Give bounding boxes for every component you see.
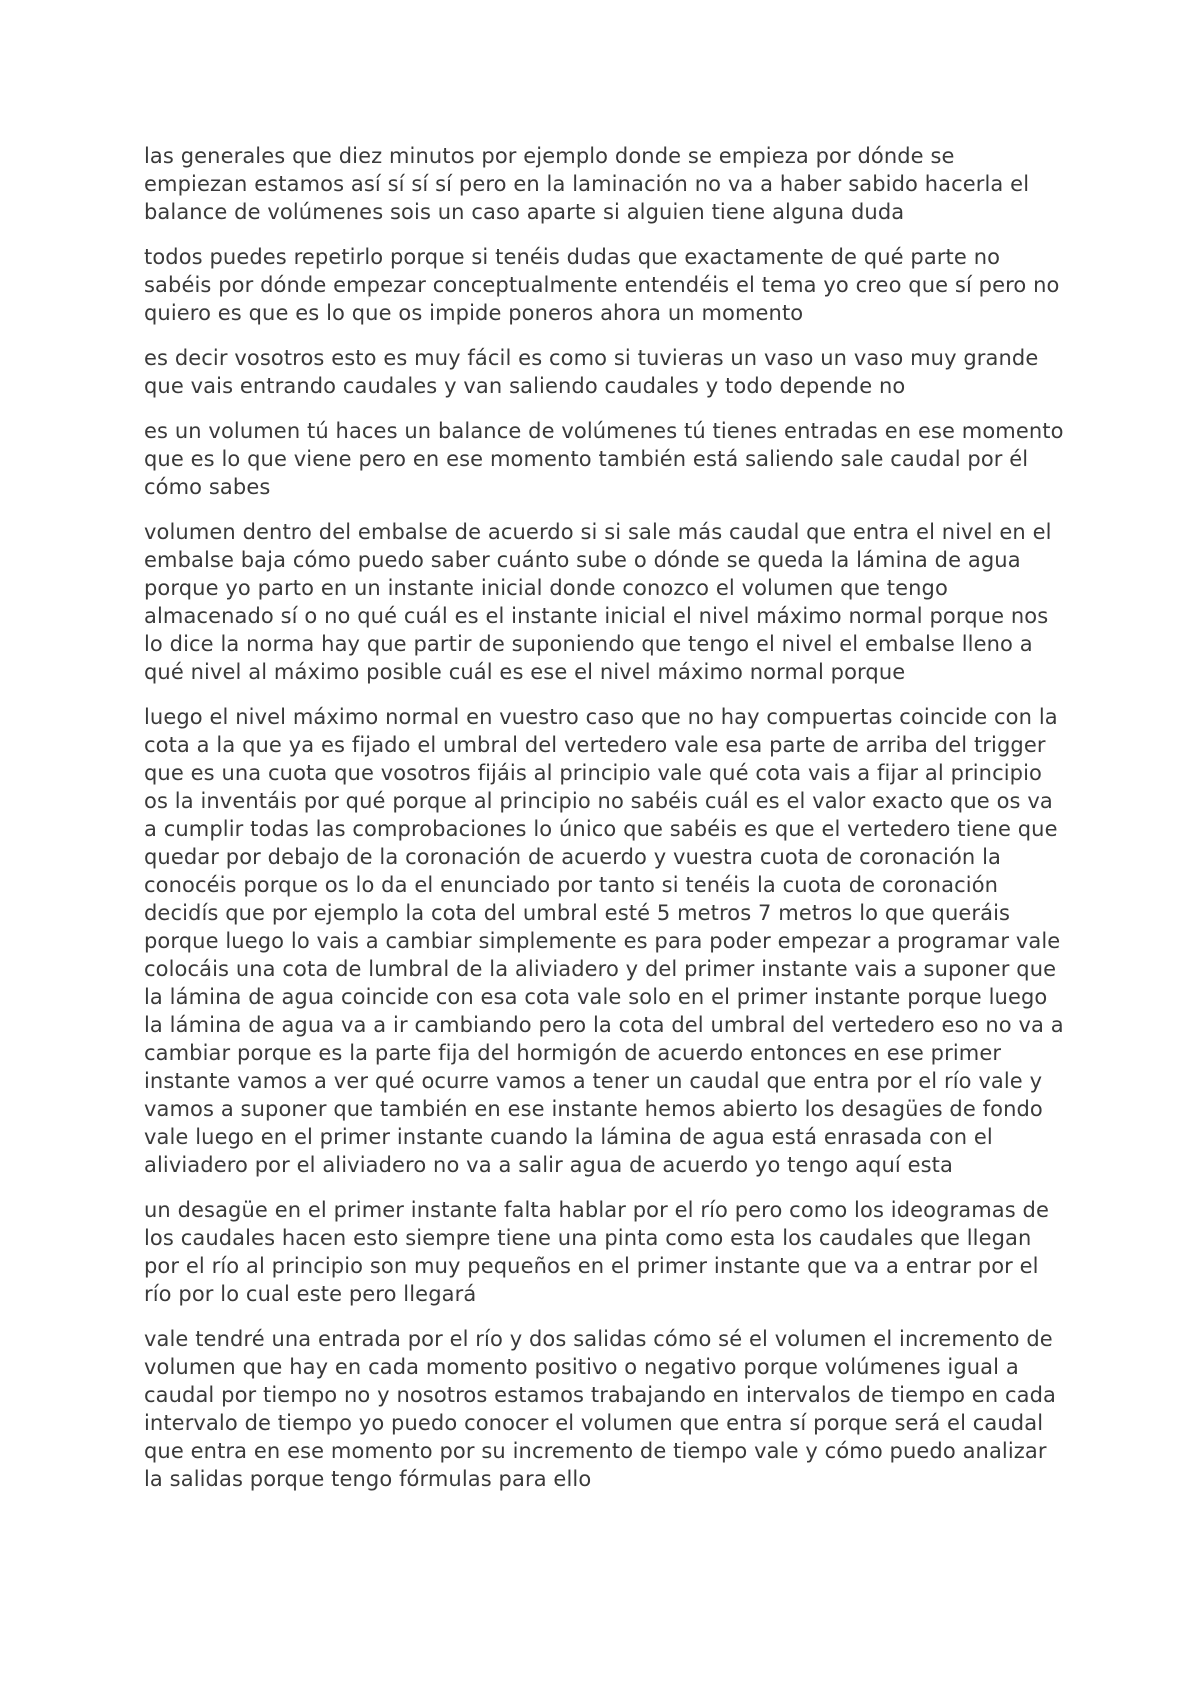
paragraph-2: todos puedes repetirlo porque si tenéis dudas que exactamente de qué parte no sabéis por dónde empezar conceptualmente entendéis el tema yo creo que sí pero no quiero es que es lo que os impide poneros ahora un momento — [144, 245, 1060, 325]
paragraph-7: un desagüe en el primer instante falta hablar por el río pero como los ideogramas de los caudales hacen esto siempre tiene una pinta como esta los caudales que llegan por el río al principio son muy pequeños en el primer instante que va a entrar por el río por lo cual este pero llegará — [144, 1198, 1050, 1306]
paragraph-1: las generales que diez minutos por ejemplo donde se empieza por dónde se empiezan estamos así sí sí sí pero en la laminación no va a haber sabido hacerla el balance de volúmenes sois un caso aparte si alguien tiene alguna duda — [144, 144, 1030, 224]
transcript-body — [144, 142, 1064, 1510]
paragraph-8: vale tendré una entrada por el río y dos salidas cómo sé el volumen el incremento de volumen que hay en cada momento positivo o negativo porque volúmenes igual a caudal por tiempo no y nosotros estamos trabajando en intervalos de tiempo en cada intervalo de tiempo yo puedo conocer el volumen que entra sí porque será el caudal que entra en ese momento por su incremento de tiempo vale y cómo puedo analizar la salidas porque tengo fórmulas para ello — [144, 1327, 1057, 1491]
paragraph-4: es un volumen tú haces un balance de volúmenes tú tienes entradas en ese momento que es lo que viene pero en ese momento también está saliendo sale caudal por él cómo sabes — [144, 419, 1064, 499]
paragraph-5: volumen dentro del embalse de acuerdo si si sale más caudal que entra el nivel en el embalse baja cómo puedo saber cuánto sube o dónde se queda la lámina de agua porque yo parto en un instante inicial donde conozco el volumen que tengo almacenado sí o no qué cuál es el instante inicial el nivel máximo normal porque nos lo dice la norma hay que partir de suponiendo que tengo el nivel el embalse lleno a qué nivel al máximo posible cuál es ese el nivel máximo normal porque — [144, 520, 1052, 684]
paragraph-3: es decir vosotros esto es muy fácil es como si tuvieras un vaso un vaso muy grande que vais entrando caudales y van saliendo caudales y todo depende no — [144, 346, 1039, 398]
paragraph-6: luego el nivel máximo normal en vuestro caso que no hay compuertas coincide con la cota a la que ya es fijado el umbral del vertedero vale esa parte de arriba del trigger que es una cuota que vosotros fijáis al principio vale qué cota vais a fijar al principio os la inventáis por qué porque al principio no sabéis cuál es el valor exacto que os va a cumplir todas las comprobaciones lo único que sabéis es que el vertedero tiene que quedar por debajo de la coronación de acuerdo y vuestra cuota de coronación la conocéis porque os lo da el enunciado por tanto si tenéis la cuota de coronación decidís que por ejemplo la cota del umbral esté 5 metros 7 metros lo que queráis porque luego lo vais a cambiar simplemente es para poder empezar a programar vale colocáis una cota de lumbral de la aliviadero y del primer instante vais a suponer que la lámina de agua coincide con esa cota vale solo en el primer instante porque luego la lámina de agua va a ir cambiando pero la cota del umbral del vertedero eso no va a cambiar porque es la parte fija del hormigón de acuerdo entonces en ese primer instante vamos a ver qué ocurre vamos a tener un caudal que entra por el río vale y vamos a suponer que también en ese instante hemos abierto los desagües de fondo vale luego en el primer instante cuando la lámina de agua está enrasada con el aliviadero por el aliviadero no va a salir agua de acuerdo yo tengo aquí esta — [144, 705, 1064, 1177]
